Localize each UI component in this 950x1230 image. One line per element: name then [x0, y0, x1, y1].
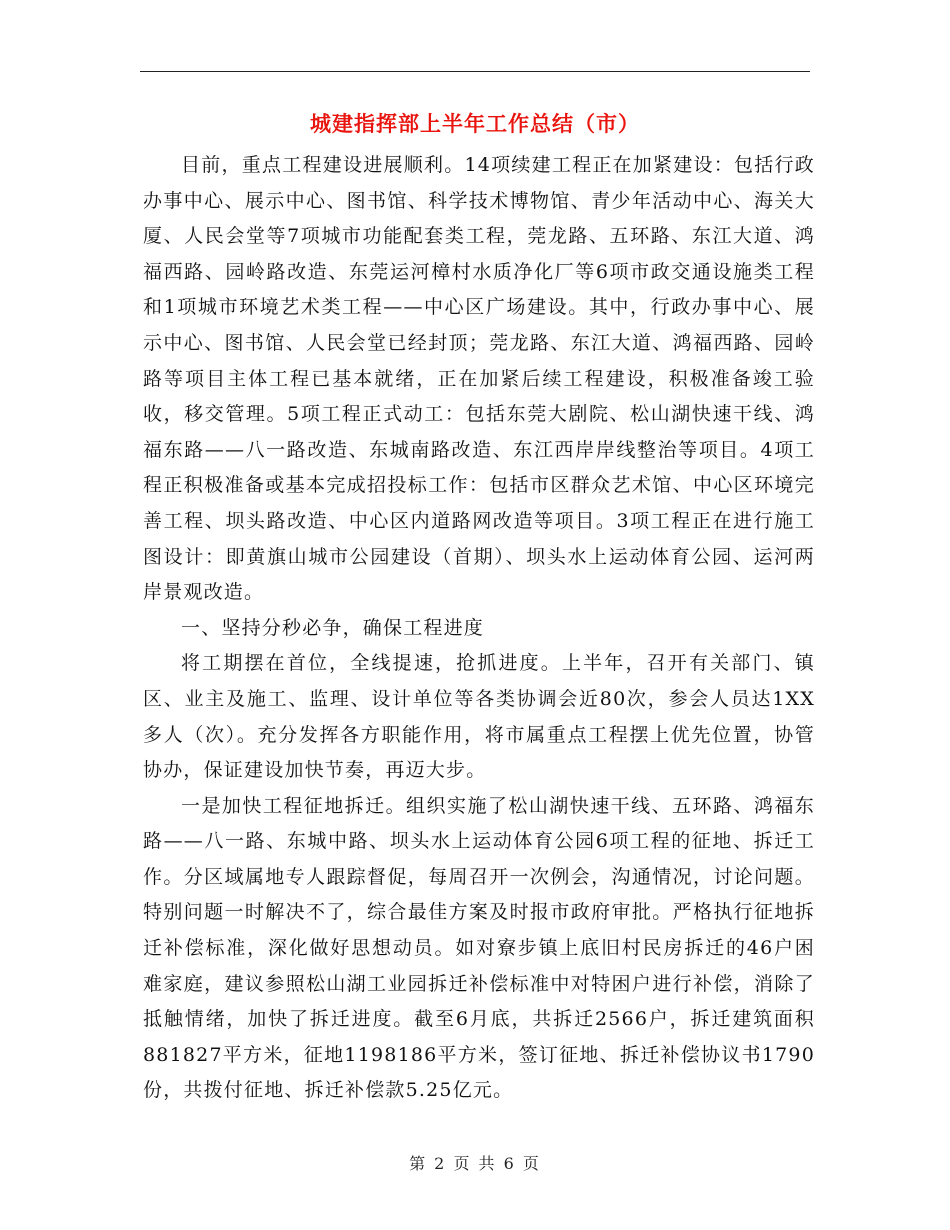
paragraph-land-acquisition: 一是加快工程征地拆迁。组织实施了松山湖快速干线、五环路、鸿福东路——八一路、东城中路、坝头水上运动体育公园6项工程的征地、拆迁工作。分区域属地专人跟踪督促，每周召开一次例会，沟通情况，讨论问题。特别问题一时解决不了，综合最佳方案及时报市政府审批。严格执行征地拆迁补偿标准，深化做好思想动员。如对寮步镇上底旧村民房拆迁的46户困难家庭，建议参照松山湖工业园拆迁补偿标准中对特困户进行补偿，消除了抵触情绪，加快了拆迁进度。截至6月底，共拆迁2566户，拆迁建筑面积881827平方米，征地1198186平方米，签订征地、拆迁补偿协议书1790份，共拨付征地、拆迁补偿款5.25亿元。 [143, 794, 815, 1102]
section-heading: 一、坚持分秒必争，确保工程进度 [181, 616, 485, 639]
document-body [143, 148, 815, 1109]
page-indicator: 第 2 页 共 6 页 [409, 1154, 541, 1173]
document-title: 城建指挥部上半年工作总结（市） [310, 112, 640, 136]
paragraph-schedule: 将工期摆在首位，全线提速，抢抓进度。上半年，召开有关部门、镇区、业主及施工、监理、设计单位等各类协调会近80次，参会人员达1XX多人（次）。充分发挥各方职能作用，将市属重点工程摆上优先位置，协管协办，保证建设加快节奏，再迈大步。 [143, 652, 815, 782]
paragraph-overview: 目前，重点工程建设进展顺利。14项续建工程正在加紧建设：包括行政办事中心、展示中心、图书馆、科学技术博物馆、青少年活动中心、海关大厦、人民会堂等7项城市功能配套类工程，莞龙路、五环路、东江大道、鸿福西路、园岭路改造、东莞运河樟村水质净化厂等6项市政交通设施类工程和1项城市环境艺术类工程——中心区广场建设。其中，行政办事中心、展示中心、图书馆、人民会堂已经封顶；莞龙路、东江大道、鸿福西路、园岭路等项目主体工程已基本就绪，正在加紧后续工程建设，积极准备竣工验收，移交管理。5项工程正式动工：包括东莞大剧院、松山湖快速干线、鸿福东路——八一路改造、东城南路改造、东江西岸岸线整治等项目。4项工程正积极准备或基本完成招投标工作：包括市区群众艺术馆、中心区环境完善工程、坝头路改造、中心区内道路网改造等项目。3项工程正在进行施工图设计：即黄旗山城市公园建设（首期）、坝头水上运动体育公园、运河两岸景观改造。 [143, 154, 815, 604]
header-rule [140, 71, 810, 72]
